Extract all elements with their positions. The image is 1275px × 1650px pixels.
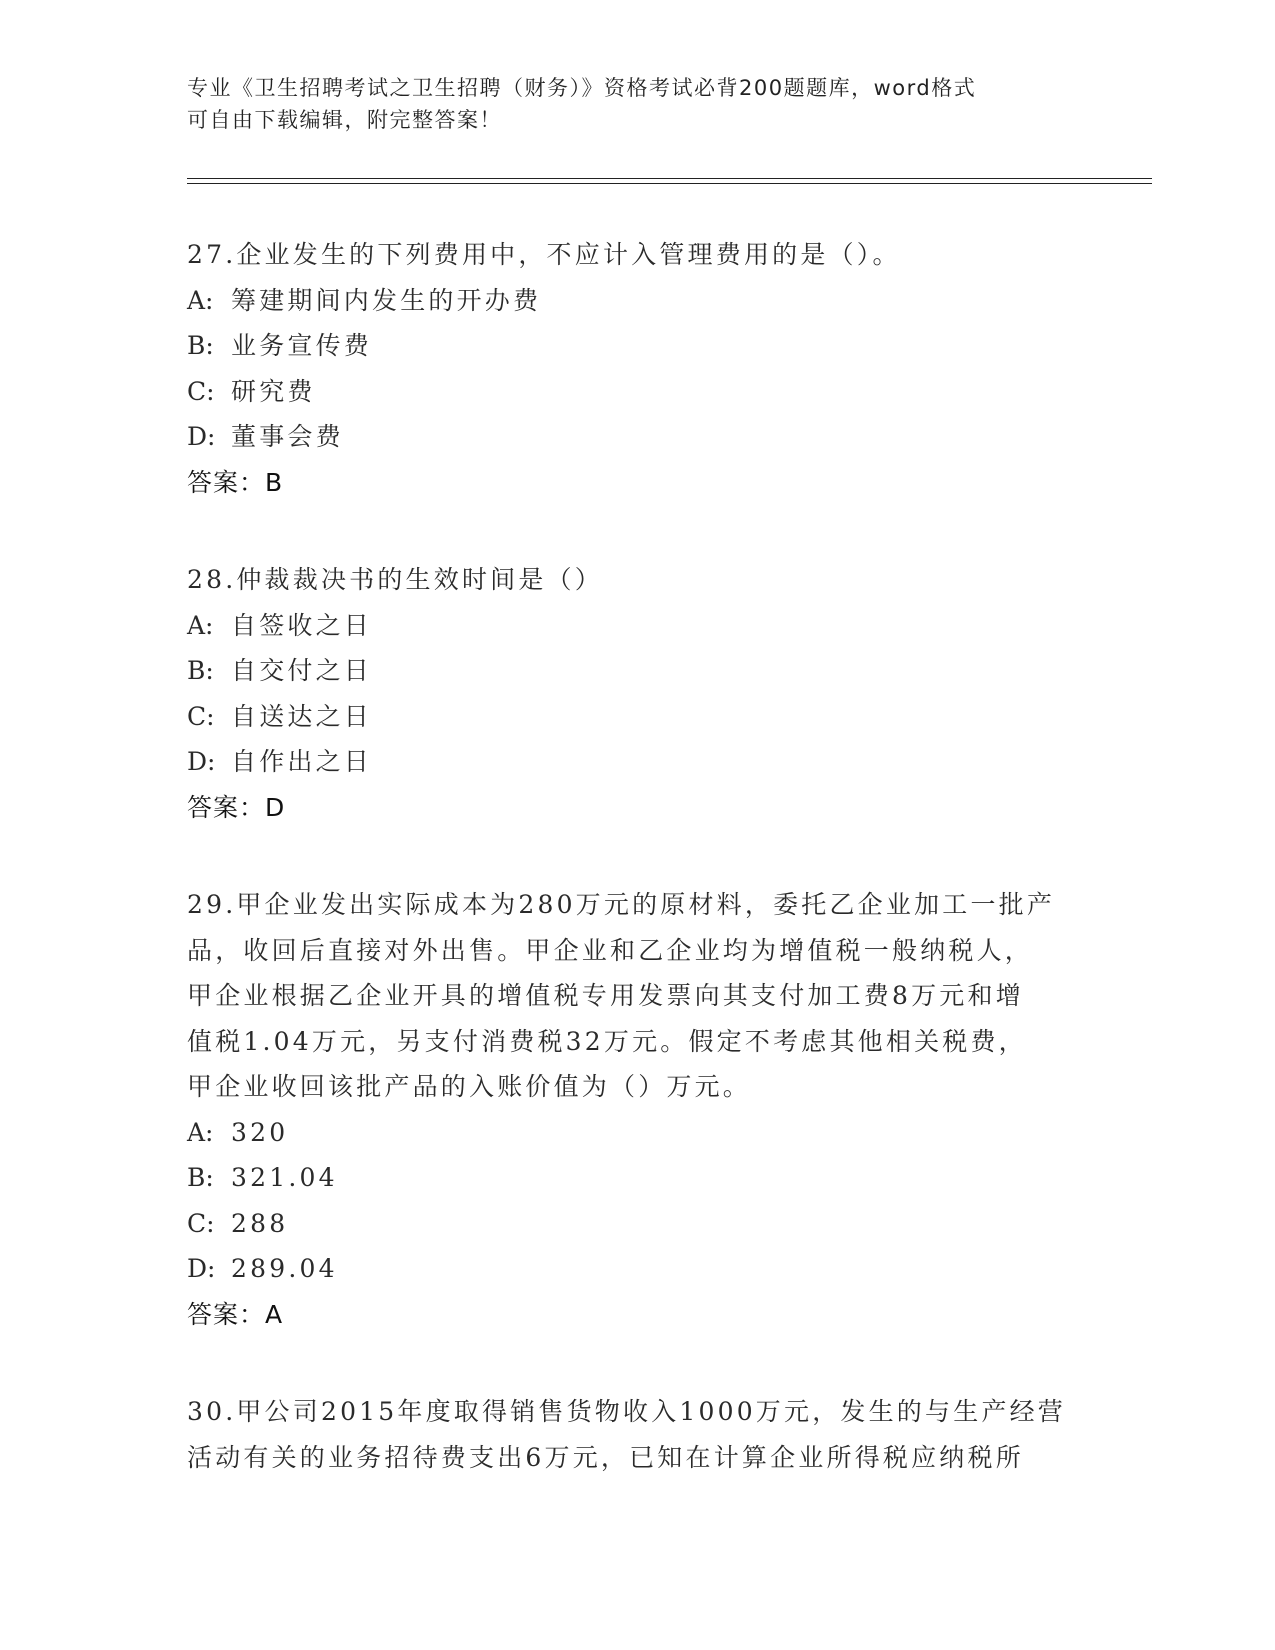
header-divider-top: [187, 178, 1152, 179]
document-header: [187, 72, 1087, 136]
option-b: [187, 323, 1087, 369]
option-b: [187, 648, 1087, 694]
question-27: [187, 232, 1087, 505]
option-letter: C:: [187, 1208, 215, 1238]
option-letter: D:: [187, 747, 216, 776]
question-text-line: 活动有关的业务招待费支出6万元，已知在计算企业所得税应纳税所: [187, 1442, 1024, 1472]
option-text: 自作出之日: [231, 747, 373, 776]
option-d: [187, 1246, 1087, 1292]
option-a: [187, 1110, 1087, 1156]
option-text: 自送达之日: [231, 701, 373, 731]
option-letter: A:: [187, 610, 214, 640]
option-text: 321.04: [231, 1163, 338, 1192]
option-c: [187, 369, 1087, 415]
option-text: 288: [231, 1208, 289, 1238]
option-letter: C:: [187, 701, 215, 731]
option-text: 业务宣传费: [231, 331, 373, 360]
answer-line: 答案：B: [187, 467, 284, 497]
option-a: [187, 603, 1087, 649]
question-text-line: 甲企业根据乙企业开具的增值税专用发票向其支付加工费8万元和增: [187, 981, 1024, 1010]
option-a: [187, 278, 1087, 324]
option-letter: D:: [187, 422, 216, 451]
option-letter: B:: [187, 331, 214, 360]
question-text: 30.甲公司2015年度取得销售货物收入1000万元，发生的与生产经营: [187, 1397, 1067, 1426]
option-text: 筹建期间内发生的开办费: [231, 285, 542, 315]
answer-line: 答案：A: [187, 1299, 284, 1329]
option-text: 320: [231, 1117, 289, 1147]
option-letter: B:: [187, 656, 214, 685]
question-29: [187, 882, 1087, 1337]
option-text: 自签收之日: [231, 610, 373, 640]
option-b: [187, 1155, 1087, 1201]
option-letter: C:: [187, 376, 215, 406]
question-list: [187, 232, 1087, 1532]
option-d: [187, 414, 1087, 460]
option-letter: A:: [187, 285, 214, 315]
question-text: 29.甲企业发出实际成本为280万元的原材料，委托乙企业加工一批产: [187, 890, 1056, 919]
question-text: 27.企业发生的下列费用中，不应计入管理费用的是（）。: [187, 240, 901, 269]
question-text: 28.仲裁裁决书的生效时间是（）: [187, 565, 603, 594]
question-30: [187, 1389, 1087, 1480]
option-text: 289.04: [231, 1254, 338, 1283]
option-letter: B:: [187, 1163, 214, 1192]
option-d: [187, 739, 1087, 785]
answer-line: 答案：D: [187, 792, 286, 822]
option-text: 自交付之日: [231, 656, 373, 685]
header-line-1: 专业《卫生招聘考试之卫生招聘（财务）》资格考试必背200题题库，word格式: [187, 76, 977, 100]
option-letter: A:: [187, 1117, 214, 1147]
option-c: [187, 1201, 1087, 1247]
option-letter: D:: [187, 1254, 216, 1283]
header-divider-bottom: [187, 183, 1152, 184]
header-line-2: 可自由下载编辑，附完整答案！: [187, 108, 502, 132]
question-28: [187, 557, 1087, 830]
option-c: [187, 694, 1087, 740]
question-text-line: 值税1.04万元，另支付消费税32万元。假定不考虑其他相关税费，: [187, 1026, 1027, 1056]
option-text: 研究费: [231, 376, 316, 406]
option-text: 董事会费: [231, 422, 344, 451]
question-text-line: 甲企业收回该批产品的入账价值为（）万元。: [187, 1072, 752, 1101]
question-text-line: 品，收回后直接对外出售。甲企业和乙企业均为增值税一般纳税人，: [187, 935, 1034, 965]
